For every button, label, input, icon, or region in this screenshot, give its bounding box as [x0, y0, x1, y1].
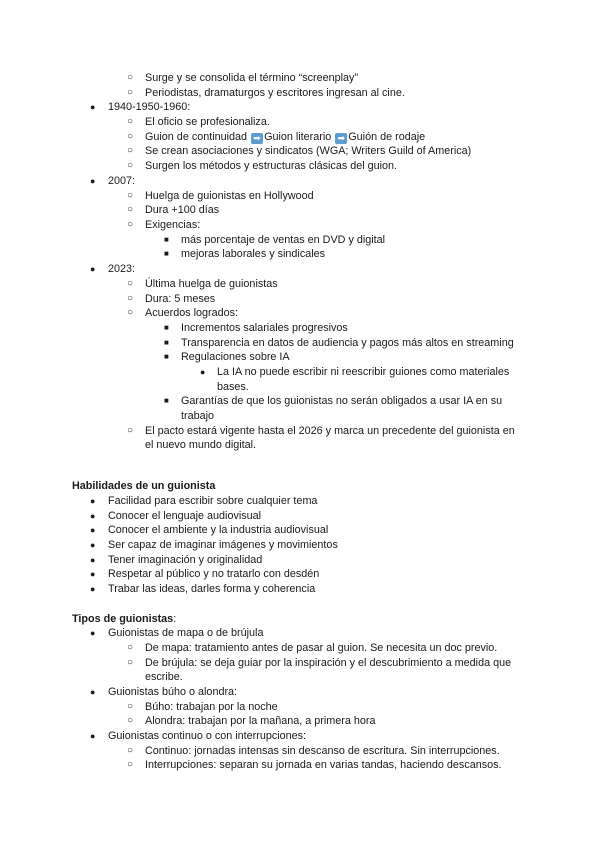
list-item: Tener imaginación y originalidad	[108, 554, 263, 566]
list-item-continuity	[145, 130, 425, 144]
right-arrow-icon: ➡	[251, 133, 263, 144]
bullet: ●	[90, 687, 96, 697]
hollow-bullet: ○	[127, 307, 134, 318]
hollow-bullet: ○	[127, 759, 134, 770]
hollow-bullet: ○	[127, 715, 134, 726]
list-item: Continuo: jornadas intensas sin descanso de escritura. Sin interrupciones.	[145, 745, 500, 757]
list-item: Interrupciones: separan su jornada en varias tandas, haciendo descansos.	[145, 759, 502, 771]
list-item: El oficio se profesionaliza.	[145, 116, 270, 128]
hollow-bullet: ○	[127, 116, 134, 127]
bullet: ●	[90, 555, 96, 565]
list-item: Dura: 5 meses	[145, 293, 216, 305]
hollow-bullet: ○	[127, 642, 134, 653]
list-item: Guionistas continuo o con interrupciones:	[108, 730, 307, 742]
hollow-bullet: ○	[127, 293, 134, 304]
bullet: ●	[90, 731, 96, 741]
list-item: Trabar las ideas, darles forma y coherencia	[108, 583, 316, 595]
bullet: ●	[200, 367, 206, 377]
bullet: ●	[90, 525, 96, 535]
list-item: mejoras laborales y sindicales	[181, 248, 326, 260]
hollow-bullet: ○	[127, 701, 134, 712]
list-item: Huelga de guionistas en Hollywood	[145, 190, 314, 202]
list-item: Respetar al público y no tratarlo con desdén	[108, 568, 320, 580]
list-item: Guionistas búho o alondra:	[108, 686, 238, 698]
list-item: Se crean asociaciones y sindicatos (WGA; Writers Guild of America)	[145, 145, 472, 157]
hollow-bullet: ○	[127, 190, 134, 201]
section-heading-types	[72, 612, 176, 626]
list-item-text: Guión de rodaje	[348, 131, 426, 143]
list-item: Ser capaz de imaginar imágenes y movimientos	[108, 539, 338, 551]
hollow-bullet: ○	[127, 87, 134, 98]
list-item-continuation: escribe.	[145, 671, 183, 683]
list-item: La IA no puede escribir ni reescribir guiones como materiales	[217, 366, 510, 378]
hollow-bullet: ○	[127, 204, 134, 215]
hollow-bullet: ○	[127, 72, 134, 83]
list-item: Dura +100 días	[145, 204, 220, 216]
list-item: Surge y se consolida el término “screenplay”	[145, 72, 359, 84]
hollow-bullet: ○	[127, 278, 134, 289]
list-item: Búho: trabajan por la noche	[145, 701, 278, 713]
bullet: ●	[90, 511, 96, 521]
hollow-bullet: ○	[127, 425, 134, 436]
bullet: ●	[90, 569, 96, 579]
hollow-bullet: ○	[127, 219, 134, 230]
list-item-continuation: bases.	[217, 381, 249, 393]
hollow-bullet: ○	[127, 145, 134, 156]
list-item: Alondra: trabajan por la mañana, a primera hora	[145, 715, 376, 727]
square-bullet: ■	[164, 235, 169, 244]
list-item-continuation: el nuevo mundo digital.	[145, 439, 257, 451]
list-item: más porcentaje de ventas en DVD y digital	[181, 234, 386, 246]
list-item-2007: 2007:	[108, 175, 136, 187]
list-item: Guionistas de mapa o de brújula	[108, 627, 264, 639]
list-item: Conocer el ambiente y la industria audiovisual	[108, 524, 329, 536]
bullet: ●	[90, 102, 96, 112]
list-item: Incrementos salariales progresivos	[181, 322, 348, 334]
section-heading-colon: :	[173, 613, 177, 625]
square-bullet: ■	[164, 338, 169, 347]
list-item: Regulaciones sobre IA	[181, 351, 290, 363]
bullet: ●	[90, 628, 96, 638]
hollow-bullet: ○	[127, 131, 134, 142]
list-item-text: Guion de continuidad	[145, 131, 248, 143]
list-item: Exigencias:	[145, 219, 201, 231]
bullet: ●	[90, 584, 96, 594]
list-item-1940: 1940-1950-1960:	[108, 101, 191, 113]
bullet: ●	[90, 496, 96, 506]
square-bullet: ■	[164, 323, 169, 332]
list-item: Acuerdos logrados:	[145, 307, 239, 319]
section-heading-skills: Habilidades de un guionista	[72, 480, 216, 492]
list-item-text: Guion literario	[264, 131, 332, 143]
square-bullet: ■	[164, 396, 169, 405]
list-item: De mapa: tratamiento antes de pasar al guion. Se necesita un doc previo.	[145, 642, 498, 654]
list-item: Conocer el lenguaje audiovisual	[108, 510, 262, 522]
hollow-bullet: ○	[127, 657, 134, 668]
bullet: ●	[90, 264, 96, 274]
square-bullet: ■	[164, 352, 169, 361]
list-item: Surgen los métodos y estructuras clásicas del guion.	[145, 160, 398, 172]
list-item: Garantías de que los guionistas no serán obligados a usar IA en su	[181, 395, 503, 407]
section-heading-text: Tipos de guionistas	[72, 613, 174, 625]
hollow-bullet: ○	[127, 745, 134, 756]
list-item: Facilidad para escribir sobre cualquier tema	[108, 495, 318, 507]
bullet: ●	[90, 176, 96, 186]
list-item: Periodistas, dramaturgos y escritores ingresan al cine.	[145, 87, 405, 99]
list-item: Transparencia en datos de audiencia y pagos más altos en streaming	[181, 337, 514, 349]
list-item-2023: 2023:	[108, 263, 136, 275]
list-item: Última huelga de guionistas	[145, 278, 278, 290]
list-item: El pacto estará vigente hasta el 2026 y marca un precedente del guionista en	[145, 425, 515, 437]
list-item: De brújula: se deja guiar por la inspiración y el descubrimiento a medida que	[145, 657, 512, 669]
right-arrow-icon: ➡	[335, 133, 347, 144]
square-bullet: ■	[164, 249, 169, 258]
hollow-bullet: ○	[127, 160, 134, 171]
bullet: ●	[90, 540, 96, 550]
list-item-continuation: trabajo	[181, 410, 215, 422]
